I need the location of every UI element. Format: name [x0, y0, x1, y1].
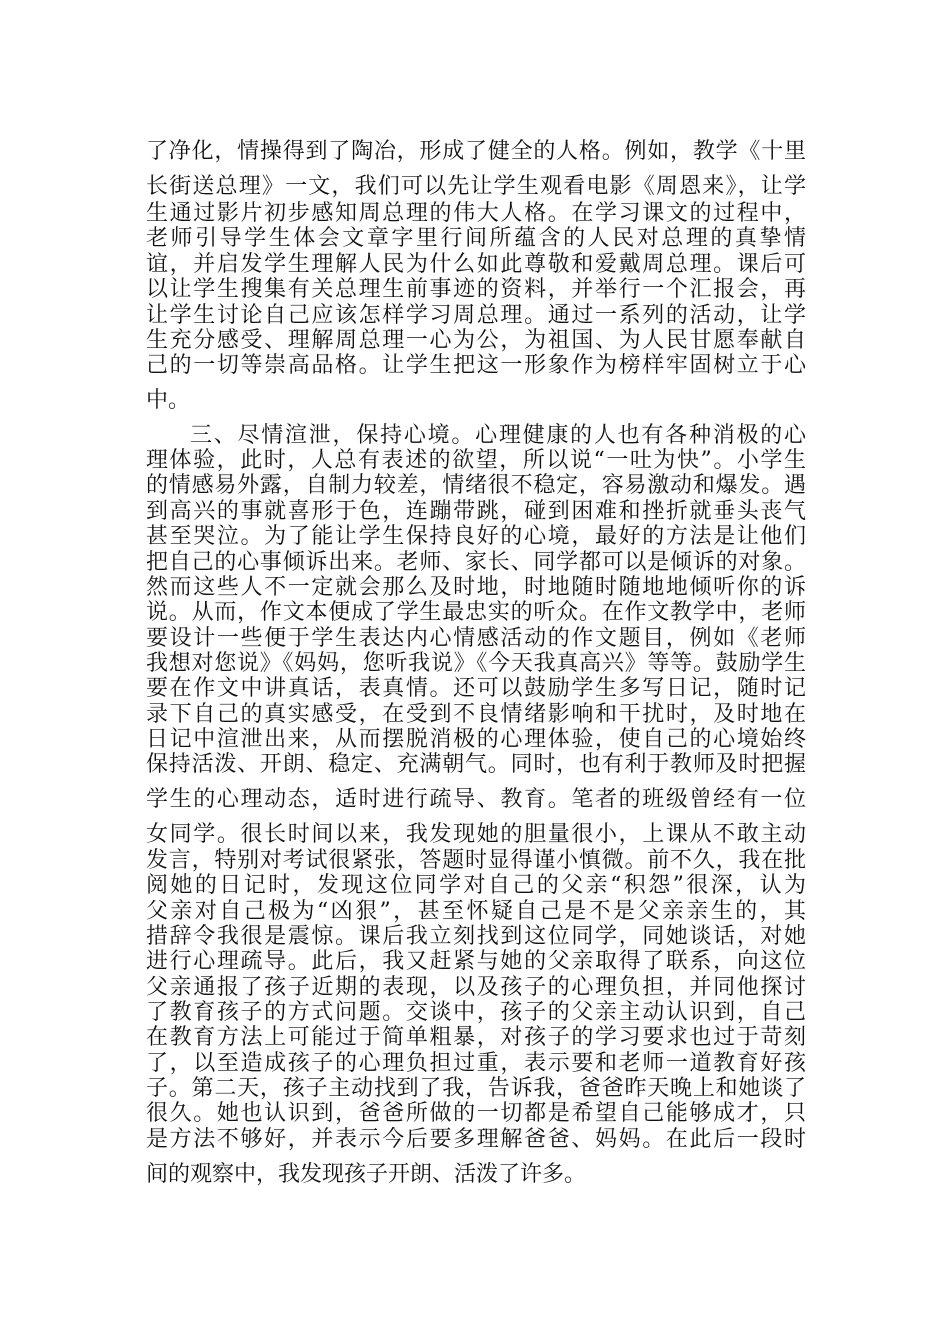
text-line: 我想对您说》《妈妈，您听我说》《今天我真高兴》等等。鼓励学生: [146, 650, 806, 676]
text-line: 己的一切等崇高品格。让学生把这一形象作为榜样牢固树立于心: [146, 353, 806, 379]
text-line: 措辞令我很是震惊。课后我立刻找到这位同学，同她谈话，对她: [146, 924, 806, 950]
text-line: 女同学。很长时间以来，我发现她的胆量很小，上课从不敢主动: [146, 821, 806, 847]
text-line: 到高兴的事就喜形于色，连蹦带跳，碰到困难和挫折就垂头丧气: [146, 498, 806, 524]
text-line: 了教育孩子的方式问题。交谈中，孩子的父亲主动认识到，自己: [146, 1000, 806, 1026]
text-line: 很久。她也认识到，爸爸所做的一切都是希望自己能够成才，只: [146, 1101, 806, 1127]
text-line: 录下自己的真实感受，在受到不良情绪影响和干扰时，及时地在: [146, 701, 806, 727]
text-line: 的情感易外露，自制力较差，情绪很不稳定，容易激动和爆发。遇: [146, 473, 806, 499]
text-line: 然而这些人不一定就会那么及时地，时地随时随地地倾听你的诉: [146, 574, 806, 600]
text-line: 日记中渲泄出来，从而摆脱消极的心理体验，使自己的心境始终: [146, 726, 806, 752]
text-line: 要在作文中讲真话，表真情。还可以鼓励学生多写日记，随时记: [146, 676, 806, 702]
text-line: 老师引导学生体会文章字里行间所蕴含的人民对总理的真挚情: [146, 226, 806, 252]
text-line: 了净化，情操得到了陶冶，形成了健全的人格。例如，教学《十里: [146, 139, 806, 164]
text-line: 父亲通报了孩子近期的表现，以及孩子的心理负担，并同他探讨: [146, 974, 806, 1000]
text-line: 间的观察中，我发现孩子开朗、活泼了许多。: [146, 1162, 587, 1187]
text-line: 谊，并启发学生理解人民为什么如此尊敬和爱戴周总理。课后可: [146, 251, 806, 277]
text-line: 了，以至造成孩子的心理负担过重，表示要和老师一道教育好孩: [146, 1050, 806, 1076]
text-line: 理体验，此时，人总有表述的欲望，所以说“一吐为快”。小学生: [146, 448, 806, 474]
text-line: 进行心理疏导。此后，我又赶紧与她的父亲取得了联系，向这位: [146, 949, 806, 975]
text-line: 让学生讨论自己应该怎样学习周总理。通过一系列的活动，让学: [146, 302, 806, 328]
text-line: 是方法不够好，并表示今后要多理解爸爸、妈妈。在此后一段时: [146, 1126, 806, 1152]
text-line: 在教育方法上可能过于简单粗暴，对孩子的学习要求也过于苛刻: [146, 1025, 806, 1051]
text-line: 长街送总理》一文，我们可以先让学生观看电影《周恩来》，让学: [146, 174, 806, 200]
text-line: 要设计一些便于学生表达内心情感活动的作文题目，例如《老师: [146, 625, 806, 651]
text-line: 阅她的日记时，发现这位同学对自己的父亲“积怨”很深，认为: [146, 873, 806, 899]
text-line: 中。: [146, 387, 191, 413]
text-line: 子。第二天，孩子主动找到了我，告诉我，爸爸昨天晚上和她谈了: [146, 1076, 806, 1102]
text-line: 甚至哭泣。为了能让学生保持良好的心境，最好的方法是让他们: [146, 524, 806, 550]
text-line: 生通过影片初步感知周总理的伟大人格。在学习课文的过程中，: [146, 201, 806, 227]
text-line: 以让学生搜集有关总理生前事迹的资料，并举行一个汇报会，再: [146, 277, 806, 303]
text-line: 学生的心理动态，适时进行疏导、教育。笔者的班级曾经有一位: [146, 786, 806, 812]
text-line: 父亲对自己极为“凶狠”，甚至怀疑自己是不是父亲亲生的，其: [146, 898, 806, 924]
text-line: 把自己的心事倾诉出来。老师、家长、同学都可以是倾诉的对象。: [146, 549, 806, 575]
text-line: 生充分感受、理解周总理一心为公，为祖国、为人民甘愿奉献自: [146, 327, 806, 353]
text-line: 发言，特别对考试很紧张，答题时显得谨小慎微。前不久，我在批: [146, 847, 806, 873]
text-line: 说。从而，作文本便成了学生最忠实的听众。在作文教学中，老师: [146, 600, 806, 626]
text-line: 保持活泼、开朗、稳定、充满朝气。同时，也有利于教师及时把握: [146, 752, 806, 778]
section-heading-line: 三、尽情渲泄，保持心境。心理健康的人也有各种消极的心: [190, 422, 806, 448]
